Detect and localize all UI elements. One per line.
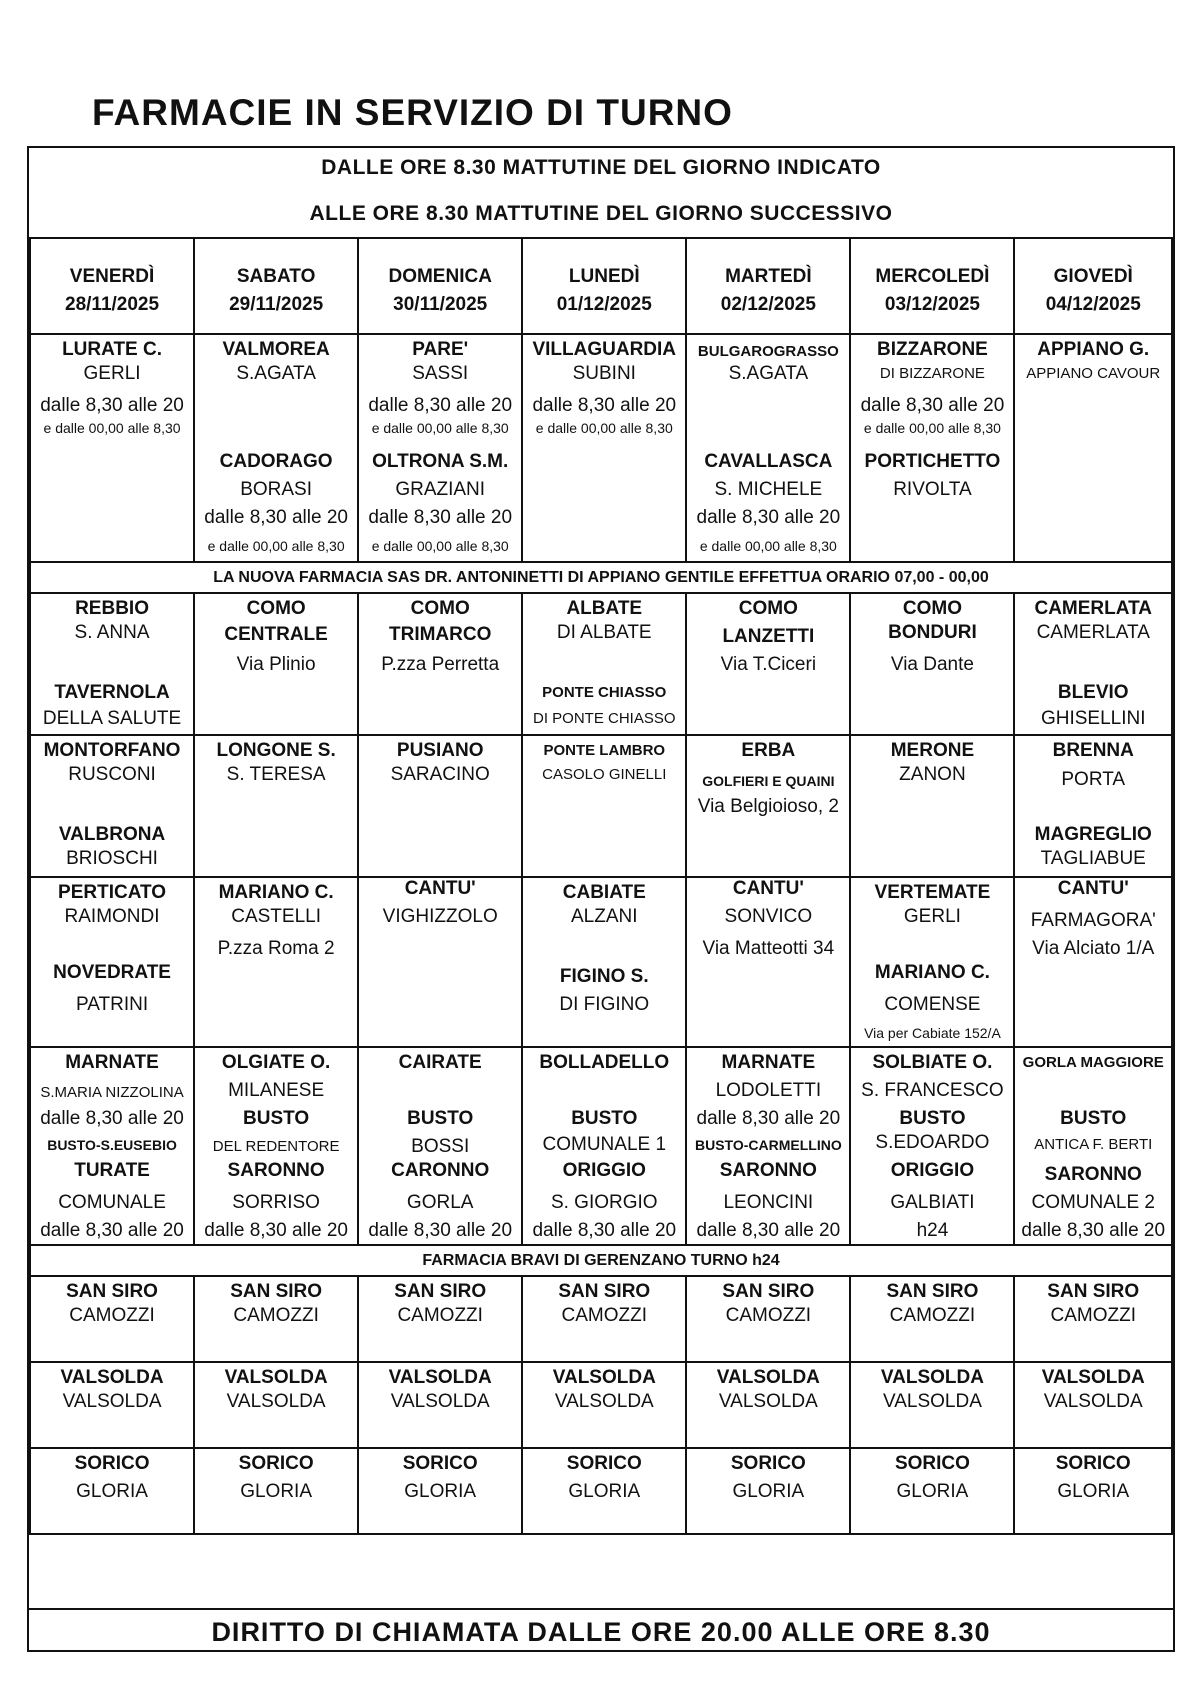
pharmacy-town: MAGREGLIO — [1034, 824, 1152, 845]
pharmacy-detail: TAGLIABUE — [1040, 848, 1146, 869]
day-date: 01/12/2025 — [556, 294, 652, 315]
pharmacy-detail: Via T.Ciceri — [720, 654, 817, 675]
pharmacy-town: VALSOLDA — [1041, 1367, 1145, 1388]
pharmacy-detail: DI ALBATE — [556, 622, 652, 643]
pharmacy-town: ORIGGIO — [562, 1160, 646, 1181]
pharmacy-detail: P.zza Perretta — [381, 654, 500, 675]
pharmacy-detail: BRIOSCHI — [66, 848, 158, 869]
pharmacy-cell — [194, 1047, 358, 1245]
pharmacy-town: ORIGGIO — [890, 1160, 975, 1181]
pharmacy-town: OLGIATE O. — [221, 1052, 331, 1073]
pharmacy-detail: GHISELLINI — [1040, 708, 1146, 729]
day-header — [1014, 238, 1172, 334]
pharmacy-detail: S. ANNA — [74, 622, 150, 643]
pharmacy-town: BUSTO-S.EUSEBIO — [47, 1137, 177, 1153]
pharmacy-cell — [686, 1448, 850, 1534]
pharmacy-town: ALBATE — [566, 598, 643, 619]
day-header — [358, 238, 522, 334]
pharmacy-detail: dalle 8,30 alle 20 — [204, 1220, 348, 1241]
pharmacy-cell — [850, 877, 1014, 1047]
pharmacy-detail: RIVOLTA — [893, 479, 972, 500]
pharmacy-detail: Via per Cabiate 152/A — [864, 1025, 1001, 1041]
pharmacy-cell — [850, 1276, 1014, 1362]
pharmacy-detail: dalle 8,30 alle 20 — [532, 1220, 677, 1241]
pharmacy-town: OLTRONA S.M. — [372, 451, 509, 472]
pharmacy-detail: e dalle 00,00 alle 8,30 — [371, 538, 509, 554]
pharmacy-detail: VALSOLDA — [882, 1391, 982, 1412]
pharmacy-town: MARIANO C. — [874, 962, 990, 983]
pharmacy-detail: VIGHIZZOLO — [382, 906, 498, 927]
pharmacy-row — [30, 735, 1172, 877]
pharmacy-detail: GALBIATI — [890, 1192, 975, 1213]
pharmacy-cell — [194, 1362, 358, 1448]
pharmacy-town: CAMERLATA — [1034, 598, 1152, 619]
pharmacy-cell — [522, 1362, 686, 1448]
pharmacy-town: VALSOLDA — [60, 1367, 164, 1388]
pharmacy-town: PONTE LAMBRO — [543, 742, 666, 759]
pharmacy-cell — [194, 877, 358, 1047]
pharmacy-cell — [358, 593, 522, 735]
pharmacy-detail: DI BIZZARONE — [879, 365, 985, 382]
pharmacy-detail: dalle 8,30 alle 20 — [204, 507, 348, 528]
pharmacy-town: CENTRALE — [224, 624, 328, 645]
pharmacy-detail: e dalle 00,00 alle 8,30 — [699, 538, 837, 554]
day-date: 03/12/2025 — [884, 294, 980, 315]
pharmacy-detail: MILANESE — [228, 1080, 325, 1101]
pharmacy-town: CAIRATE — [398, 1052, 482, 1073]
pharmacy-town: VILLAGUARDIA — [532, 339, 677, 360]
pharmacy-detail: dalle 8,30 alle 20 — [696, 1108, 841, 1129]
pharmacy-town: BUSTO-CARMELLINO — [694, 1137, 842, 1153]
service-hours-line-2: ALLE ORE 8.30 MATTUTINE DEL GIORNO SUCCESSIVO — [309, 202, 893, 225]
pharmacy-detail: CASOLO GINELLI — [542, 766, 667, 783]
pharmacy-town: VALBRONA — [58, 824, 166, 845]
pharmacy-cell — [358, 1276, 522, 1362]
pharmacy-town: SAN SIRO — [66, 1281, 158, 1302]
pharmacy-detail: dalle 8,30 alle 20 — [696, 507, 841, 528]
pharmacy-town: SORICO — [1055, 1453, 1131, 1474]
pharmacy-cell — [850, 334, 1014, 562]
pharmacy-detail: CAMOZZI — [725, 1305, 812, 1326]
pharmacy-detail: GLORIA — [1057, 1481, 1130, 1502]
pharmacy-town: FIGINO S. — [559, 966, 649, 987]
pharmacy-town: APPIANO G. — [1037, 339, 1150, 360]
pharmacy-detail: CAMOZZI — [1050, 1305, 1136, 1326]
pharmacy-town: SORICO — [894, 1453, 970, 1474]
pharmacy-town: SORICO — [402, 1453, 478, 1474]
pharmacy-detail: VALSOLDA — [1043, 1391, 1143, 1412]
pharmacy-town: VALSOLDA — [552, 1367, 656, 1388]
pharmacy-town: SAN SIRO — [230, 1281, 323, 1302]
pharmacy-town: MARNATE — [65, 1052, 159, 1073]
pharmacy-town: BUSTO — [571, 1108, 638, 1129]
fixed-pharmacy-row — [30, 1448, 1172, 1534]
pharmacy-detail: CASTELLI — [231, 906, 321, 927]
pharmacy-cell — [522, 1276, 686, 1362]
pharmacy-cell — [686, 735, 850, 877]
pharmacy-town: COMO — [246, 598, 306, 619]
pharmacy-detail: SONVICO — [724, 906, 813, 927]
pharmacy-detail: S. MICHELE — [714, 479, 823, 500]
pharmacy-town: BRENNA — [1052, 740, 1134, 761]
day-header — [194, 238, 358, 334]
pharmacy-detail: dalle 8,30 alle 20 — [368, 1220, 513, 1241]
pharmacy-town: PERTICATO — [58, 882, 167, 903]
pharmacy-town: LONGONE S. — [216, 740, 336, 761]
day-name: MERCOLEDÌ — [875, 266, 990, 287]
pharmacy-town: SAN SIRO — [886, 1281, 979, 1302]
pharmacy-town: MONTORFANO — [43, 740, 181, 761]
pharmacy-town: GORLA MAGGIORE — [1022, 1054, 1164, 1071]
pharmacy-detail: SORRISO — [232, 1192, 320, 1213]
pharmacy-town: PUSIANO — [396, 740, 484, 761]
pharmacy-detail: S. FRANCESCO — [861, 1080, 1004, 1101]
pharmacy-cell — [522, 593, 686, 735]
pharmacy-detail: SASSI — [412, 363, 469, 384]
pharmacy-town: SAN SIRO — [558, 1281, 651, 1302]
pharmacy-detail: dalle 8,30 alle 20 — [860, 395, 1005, 416]
pharmacy-detail: BORASI — [240, 479, 313, 500]
pharmacy-detail: dalle 8,30 alle 20 — [532, 395, 677, 416]
pharmacy-town: BUSTO — [407, 1108, 474, 1129]
pharmacy-cell — [1014, 1448, 1172, 1534]
pharmacy-cell — [522, 1047, 686, 1245]
pharmacy-cell — [686, 1047, 850, 1245]
pharmacy-detail: VALSOLDA — [226, 1391, 326, 1412]
pharmacy-detail: S.EDOARDO — [875, 1132, 990, 1153]
day-date: 30/11/2025 — [393, 294, 488, 315]
pharmacy-cell — [358, 877, 522, 1047]
pharmacy-detail: LODOLETTI — [715, 1080, 822, 1101]
pharmacy-town: SARONNO — [227, 1160, 325, 1181]
day-name: LUNEDÌ — [568, 266, 640, 287]
pharmacy-town: SAN SIRO — [1047, 1281, 1140, 1302]
pharmacy-cell — [850, 593, 1014, 735]
pharmacy-town: BLEVIO — [1057, 682, 1129, 703]
pharmacy-town: COMO — [410, 598, 470, 619]
pharmacy-detail: Via Belgioioso, 2 — [697, 796, 839, 817]
day-date: 28/11/2025 — [65, 294, 160, 315]
pharmacy-town: BOLLADELLO — [539, 1052, 670, 1073]
pharmacy-town: CADORAGO — [219, 451, 333, 472]
pharmacy-cell — [1014, 1362, 1172, 1448]
pharmacy-detail: LEONCINI — [723, 1192, 814, 1213]
pharmacy-detail: dalle 8,30 alle 20 — [368, 395, 513, 416]
day-name: MARTEDÌ — [725, 266, 812, 287]
pharmacy-town: SARONNO — [719, 1160, 817, 1181]
pharmacy-detail: dalle 8,30 alle 20 — [368, 507, 513, 528]
pharmacy-town: COMO — [902, 598, 962, 619]
pharmacy-cell — [194, 334, 358, 562]
pharmacy-cell — [30, 877, 194, 1047]
pharmacy-cell — [1014, 334, 1172, 562]
pharmacy-town: SORICO — [566, 1453, 642, 1474]
pharmacy-detail: CAMOZZI — [233, 1305, 319, 1326]
fixed-pharmacy-row — [30, 1362, 1172, 1448]
pharmacy-detail: RAIMONDI — [64, 906, 160, 927]
pharmacy-detail: e dalle 00,00 alle 8,30 — [207, 538, 345, 554]
day-date: 02/12/2025 — [720, 294, 816, 315]
pharmacy-town: CABIATE — [562, 882, 646, 903]
pharmacy-detail: S. TERESA — [226, 764, 326, 785]
pharmacy-town: MARIANO C. — [218, 882, 334, 903]
fixed-pharmacy-row — [30, 1276, 1172, 1362]
pharmacy-detail: e dalle 00,00 alle 8,30 — [371, 420, 509, 436]
pharmacy-detail: ZANON — [899, 764, 966, 785]
pharmacy-cell — [30, 735, 194, 877]
pharmacy-town: VALSOLDA — [716, 1367, 820, 1388]
pharmacy-detail: GLORIA — [568, 1481, 641, 1502]
pharmacy-cell — [522, 877, 686, 1047]
pharmacy-detail: S.MARIA NIZZOLINA — [40, 1084, 184, 1101]
service-hours-line-1: DALLE ORE 8.30 MATTUTINE DEL GIORNO INDICATO — [321, 156, 881, 179]
pharmacy-cell — [522, 334, 686, 562]
pharmacy-detail: GLORIA — [896, 1481, 969, 1502]
pharmacy-town: SARONNO — [1044, 1164, 1142, 1185]
gerenzano-note: FARMACIA BRAVI DI GERENZANO TURNO h24 — [30, 1245, 1172, 1276]
pharmacy-detail: dalle 8,30 alle 20 — [1021, 1220, 1166, 1241]
pharmacy-town: LURATE C. — [62, 339, 162, 360]
pharmacy-cell — [850, 1362, 1014, 1448]
pharmacy-detail: DEL REDENTORE — [212, 1138, 340, 1155]
pharmacy-detail: VALSOLDA — [554, 1391, 654, 1412]
day-date: 04/12/2025 — [1045, 294, 1141, 315]
pharmacy-detail: GERLI — [83, 363, 141, 384]
pharmacy-town: MERONE — [890, 740, 975, 761]
pharmacy-town: VALSOLDA — [880, 1367, 984, 1388]
pharmacy-detail: Via Dante — [890, 654, 974, 675]
pharmacy-town: CANTU' — [1057, 878, 1129, 899]
pharmacy-row — [30, 593, 1172, 735]
pharmacy-detail: SARACINO — [390, 764, 490, 785]
pharmacy-detail: e dalle 00,00 alle 8,30 — [535, 420, 673, 436]
pharmacy-cell — [1014, 593, 1172, 735]
pharmacy-cell — [1014, 1276, 1172, 1362]
pharmacy-row — [30, 334, 1172, 562]
pharmacy-cell — [358, 1448, 522, 1534]
pharmacy-detail: dalle 8,30 alle 20 — [40, 1220, 184, 1241]
pharmacy-town: SORICO — [74, 1453, 150, 1474]
pharmacy-detail: DI PONTE CHIASSO — [533, 710, 676, 727]
pharmacy-cell — [686, 877, 850, 1047]
pharmacy-detail: DI FIGINO — [559, 994, 650, 1015]
pharmacy-town: VERTEMATE — [874, 882, 991, 903]
pharmacy-cell — [686, 1362, 850, 1448]
pharmacy-detail: S.AGATA — [728, 363, 809, 384]
pharmacy-cell — [522, 1448, 686, 1534]
pharmacy-cell — [194, 1276, 358, 1362]
pharmacy-town: BONDURI — [888, 622, 977, 643]
pharmacy-cell — [358, 1362, 522, 1448]
day-date: 29/11/2025 — [229, 294, 324, 315]
pharmacy-town: GOLFIERI E QUAINI — [702, 773, 835, 789]
pharmacy-detail: P.zza Roma 2 — [217, 938, 335, 959]
day-name: DOMENICA — [388, 266, 492, 287]
pharmacy-cell — [30, 1276, 194, 1362]
pharmacy-cell — [358, 334, 522, 562]
pharmacy-cell — [686, 1276, 850, 1362]
pharmacy-town: CANTU' — [732, 878, 804, 899]
pharmacy-detail: ANTICA F. BERTI — [1034, 1136, 1153, 1153]
pharmacy-town: VALSOLDA — [224, 1367, 328, 1388]
pharmacy-detail: PATRINI — [75, 994, 149, 1015]
pharmacy-cell — [1014, 1047, 1172, 1245]
day-name: GIOVEDÌ — [1053, 266, 1133, 287]
pharmacy-detail: SUBINI — [572, 363, 636, 384]
pharmacy-cell — [30, 1047, 194, 1245]
pharmacy-town: BUSTO — [1060, 1108, 1127, 1129]
day-header — [686, 238, 850, 334]
pharmacy-detail: DELLA SALUTE — [42, 708, 182, 729]
pharmacy-row — [30, 1047, 1172, 1245]
pharmacy-detail: PORTA — [1061, 769, 1126, 790]
pharmacy-town: NOVEDRATE — [53, 962, 171, 983]
day-header — [850, 238, 1014, 334]
pharmacy-detail: Via Alciato 1/A — [1032, 938, 1155, 959]
pharmacy-town: MARNATE — [721, 1052, 816, 1073]
pharmacy-town: VALSOLDA — [388, 1367, 492, 1388]
pharmacy-town: REBBIO — [75, 598, 149, 619]
pharmacy-detail: GRAZIANI — [395, 479, 486, 500]
pharmacy-detail: CAMOZZI — [561, 1305, 648, 1326]
appiano-note: LA NUOVA FARMACIA SAS DR. ANTONINETTI DI APPIANO GENTILE EFFETTUA ORARIO 07,00 - 00,00 — [30, 562, 1172, 593]
pharmacy-detail: S. GIORGIO — [550, 1192, 658, 1213]
page-title: FARMACIE IN SERVIZIO DI TURNO — [92, 92, 733, 133]
pharmacy-town: SAN SIRO — [394, 1281, 487, 1302]
pharmacy-town: TURATE — [74, 1160, 150, 1181]
pharmacy-cell — [1014, 735, 1172, 877]
pharmacy-detail: CAMOZZI — [889, 1305, 976, 1326]
pharmacy-cell — [522, 735, 686, 877]
pharmacy-cell — [850, 1047, 1014, 1245]
pharmacy-cell — [30, 1362, 194, 1448]
pharmacy-cell — [358, 735, 522, 877]
pharmacy-detail: S.AGATA — [236, 363, 316, 384]
pharmacy-detail: APPIANO CAVOUR — [1026, 365, 1161, 382]
pharmacy-detail: GLORIA — [240, 1481, 313, 1502]
pharmacy-town: CAVALLASCA — [704, 451, 833, 472]
pharmacy-town: BUSTO — [899, 1108, 966, 1129]
pharmacy-town: SOLBIATE O. — [872, 1052, 993, 1073]
pharmacy-detail: Via Matteotti 34 — [702, 938, 835, 959]
pharmacy-town: COMO — [738, 598, 798, 619]
pharmacy-town: SORICO — [730, 1453, 806, 1474]
pharmacy-detail: e dalle 00,00 alle 8,30 — [43, 420, 181, 436]
schedule-table — [29, 148, 1173, 1535]
pharmacy-detail: Via Plinio — [236, 654, 316, 675]
day-header — [522, 238, 686, 334]
day-name: VENERDÌ — [69, 266, 155, 287]
pharmacy-detail: COMUNALE 2 — [1031, 1192, 1155, 1213]
pharmacy-cell — [850, 735, 1014, 877]
pharmacy-town: VALMOREA — [222, 339, 330, 360]
pharmacy-cell — [30, 334, 194, 562]
pharmacy-detail: COMUNALE 1 — [542, 1134, 667, 1155]
pharmacy-cell — [686, 334, 850, 562]
pharmacy-town: BULGAROGRASSO — [697, 343, 839, 360]
pharmacy-town: BIZZARONE — [877, 339, 988, 360]
pharmacy-detail: GLORIA — [732, 1481, 805, 1502]
pharmacy-detail: VALSOLDA — [718, 1391, 818, 1412]
pharmacy-detail: e dalle 00,00 alle 8,30 — [863, 420, 1001, 436]
pharmacy-detail: BOSSI — [411, 1136, 470, 1157]
pharmacy-detail: CAMOZZI — [397, 1305, 483, 1326]
service-hours-header — [30, 148, 1172, 238]
pharmacy-town: CANTU' — [404, 878, 476, 899]
pharmacy-town: BUSTO — [243, 1108, 310, 1129]
pharmacy-town: ERBA — [741, 740, 796, 761]
pharmacy-town: SAN SIRO — [722, 1281, 815, 1302]
pharmacy-detail: VALSOLDA — [390, 1391, 490, 1412]
pharmacy-town: TRIMARCO — [389, 624, 492, 645]
call-right-footer: DIRITTO DI CHIAMATA DALLE ORE 20.00 ALLE ORE 8.30 — [29, 1608, 1173, 1650]
pharmacy-cell — [30, 593, 194, 735]
pharmacy-row — [30, 877, 1172, 1047]
pharmacy-town: PARE' — [412, 339, 469, 360]
pharmacy-detail: RUSCONI — [68, 764, 156, 785]
pharmacy-detail: FARMAGORA' — [1030, 910, 1156, 931]
day-header — [30, 238, 194, 334]
pharmacy-detail: ALZANI — [571, 906, 638, 927]
pharmacy-detail: GLORIA — [76, 1481, 148, 1502]
day-name: SABATO — [236, 266, 316, 287]
pharmacy-town: CARONNO — [391, 1160, 490, 1181]
pharmacy-detail: COMENSE — [884, 994, 981, 1015]
pharmacy-detail: dalle 8,30 alle 20 — [40, 1108, 184, 1129]
pharmacy-town: PORTICHETTO — [864, 451, 1001, 472]
pharmacy-detail: CAMOZZI — [69, 1305, 155, 1326]
pharmacy-detail: VALSOLDA — [62, 1391, 162, 1412]
pharmacy-cell — [686, 593, 850, 735]
pharmacy-cell — [30, 1448, 194, 1534]
pharmacy-detail: GLORIA — [404, 1481, 477, 1502]
pharmacy-detail: COMUNALE — [58, 1192, 166, 1213]
schedule-sheet — [27, 146, 1175, 1652]
pharmacy-cell — [194, 735, 358, 877]
pharmacy-cell — [194, 593, 358, 735]
pharmacy-cell — [358, 1047, 522, 1245]
pharmacy-cell — [1014, 877, 1172, 1047]
pharmacy-detail: h24 — [916, 1220, 949, 1241]
pharmacy-town: SORICO — [238, 1453, 314, 1474]
pharmacy-detail: dalle 8,30 alle 20 — [40, 395, 184, 416]
pharmacy-town: LANZETTI — [722, 626, 815, 647]
pharmacy-town: PONTE CHIASSO — [542, 684, 667, 701]
pharmacy-cell — [194, 1448, 358, 1534]
pharmacy-detail: GORLA — [406, 1192, 474, 1213]
pharmacy-detail: GERLI — [903, 906, 961, 927]
pharmacy-cell — [850, 1448, 1014, 1534]
pharmacy-detail: CAMERLATA — [1036, 622, 1150, 643]
pharmacy-town: TAVERNOLA — [54, 682, 170, 703]
pharmacy-detail: dalle 8,30 alle 20 — [696, 1220, 841, 1241]
